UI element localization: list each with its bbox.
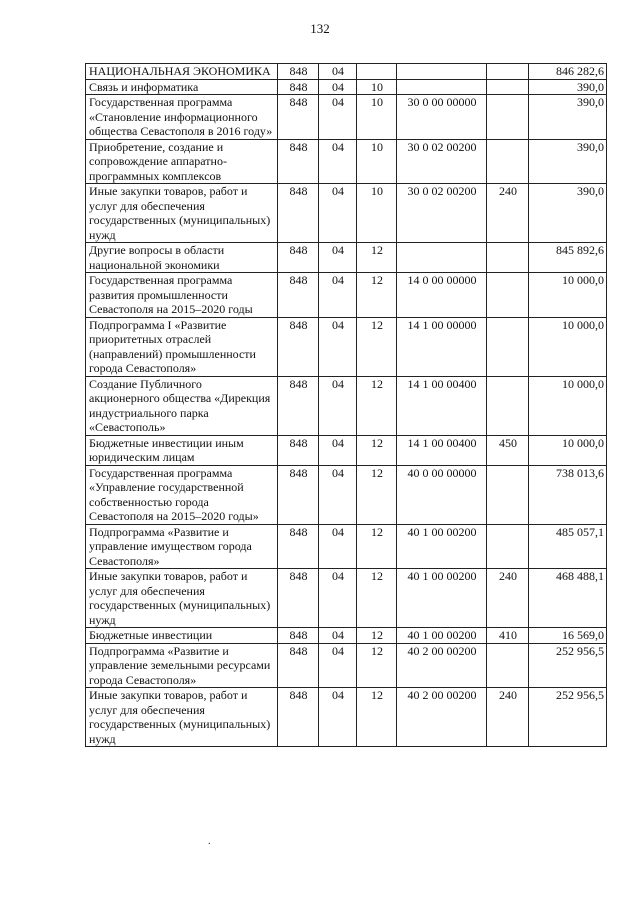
amount-cell: 738 013,6: [529, 465, 607, 524]
name-cell: Связь и информатика: [86, 79, 278, 95]
amount-cell: 845 892,6: [529, 243, 607, 273]
section-cell: 04: [319, 435, 357, 465]
target-article-cell: 14 0 00 00000: [397, 273, 487, 318]
table-row: [86, 569, 607, 628]
subsection-cell: 12: [357, 643, 397, 688]
table-row: [86, 465, 607, 524]
name-cell: Бюджетные инвестиции иным юридическим лицам: [86, 435, 278, 465]
target-article-cell: 40 2 00 00200: [397, 688, 487, 747]
ved-cell: 848: [278, 139, 319, 184]
section-cell: 04: [319, 243, 357, 273]
table-row: [86, 243, 607, 273]
expense-type-cell: [487, 524, 529, 569]
amount-cell: 846 282,6: [529, 64, 607, 80]
amount-cell: 10 000,0: [529, 273, 607, 318]
ved-cell: 848: [278, 628, 319, 644]
ved-cell: 848: [278, 435, 319, 465]
ved-cell: 848: [278, 643, 319, 688]
section-cell: 04: [319, 95, 357, 140]
amount-cell: 10 000,0: [529, 376, 607, 435]
section-cell: 04: [319, 688, 357, 747]
subsection-cell: 12: [357, 435, 397, 465]
name-cell: Бюджетные инвестиции: [86, 628, 278, 644]
target-article-cell: 30 0 00 00000: [397, 95, 487, 140]
table-row: [86, 184, 607, 243]
target-article-cell: 40 2 00 00200: [397, 643, 487, 688]
subsection-cell: 12: [357, 688, 397, 747]
target-article-cell: 14 1 00 00400: [397, 376, 487, 435]
target-article-cell: 40 1 00 00200: [397, 569, 487, 628]
subsection-cell: 10: [357, 139, 397, 184]
table-row: [86, 643, 607, 688]
subsection-cell: 10: [357, 95, 397, 140]
subsection-cell: 12: [357, 628, 397, 644]
name-cell: Подпрограмма I «Развитие приоритетных отраслей (направлений) промышленности города Севастополя»: [86, 317, 278, 376]
target-article-cell: 40 1 00 00200: [397, 628, 487, 644]
table-row: [86, 376, 607, 435]
subsection-cell: 12: [357, 465, 397, 524]
ved-cell: 848: [278, 317, 319, 376]
subsection-cell: 12: [357, 569, 397, 628]
expense-type-cell: [487, 465, 529, 524]
amount-cell: 485 057,1: [529, 524, 607, 569]
amount-cell: 252 956,5: [529, 643, 607, 688]
name-cell: Другие вопросы в области национальной экономики: [86, 243, 278, 273]
name-cell: Государственная программа развития промышленности Севастополя на 2015–2020 годы: [86, 273, 278, 318]
name-cell: Государственная программа «Управление государственной собственностью города Севастополя на 2015–2020 годы»: [86, 465, 278, 524]
section-cell: 04: [319, 184, 357, 243]
section-cell: 04: [319, 376, 357, 435]
section-cell: 04: [319, 524, 357, 569]
table-row: [86, 317, 607, 376]
subsection-cell: 10: [357, 79, 397, 95]
subsection-cell: 12: [357, 243, 397, 273]
table-row: [86, 64, 607, 80]
name-cell: Иные закупки товаров, работ и услуг для обеспечения государственных (муниципальных) нужд: [86, 184, 278, 243]
target-article-cell: 30 0 02 00200: [397, 139, 487, 184]
amount-cell: 16 569,0: [529, 628, 607, 644]
ved-cell: 848: [278, 376, 319, 435]
expense-type-cell: [487, 376, 529, 435]
ved-cell: 848: [278, 465, 319, 524]
table-row: [86, 139, 607, 184]
section-cell: 04: [319, 139, 357, 184]
section-cell: 04: [319, 569, 357, 628]
expense-type-cell: [487, 79, 529, 95]
budget-table: [85, 63, 607, 747]
expense-type-cell: [487, 643, 529, 688]
amount-cell: 10 000,0: [529, 317, 607, 376]
ved-cell: 848: [278, 273, 319, 318]
subsection-cell: 12: [357, 376, 397, 435]
expense-type-cell: [487, 317, 529, 376]
target-article-cell: 40 1 00 00200: [397, 524, 487, 569]
section-cell: 04: [319, 79, 357, 95]
expense-type-cell: [487, 64, 529, 80]
page-number: 132: [310, 21, 330, 36]
name-cell: Государственная программа «Становление информационного общества Севастополя в 2016 году»: [86, 95, 278, 140]
name-cell: Иные закупки товаров, работ и услуг для обеспечения государственных (муниципальных) нужд: [86, 688, 278, 747]
subsection-cell: 12: [357, 317, 397, 376]
section-cell: 04: [319, 628, 357, 644]
ved-cell: 848: [278, 95, 319, 140]
amount-cell: 390,0: [529, 79, 607, 95]
target-article-cell: [397, 243, 487, 273]
amount-cell: 390,0: [529, 184, 607, 243]
name-cell: Приобретение, создание и сопровождение аппаратно-программных комплексов: [86, 139, 278, 184]
expense-type-cell: 410: [487, 628, 529, 644]
table-row: [86, 688, 607, 747]
expense-type-cell: [487, 139, 529, 184]
table-row: [86, 435, 607, 465]
amount-cell: 390,0: [529, 95, 607, 140]
ved-cell: 848: [278, 184, 319, 243]
name-cell: НАЦИОНАЛЬНАЯ ЭКОНОМИКА: [86, 64, 278, 80]
amount-cell: 468 488,1: [529, 569, 607, 628]
expense-type-cell: 450: [487, 435, 529, 465]
table-row: [86, 273, 607, 318]
ved-cell: 848: [278, 64, 319, 80]
section-cell: 04: [319, 273, 357, 318]
target-article-cell: 30 0 02 00200: [397, 184, 487, 243]
table-row: [86, 79, 607, 95]
expense-type-cell: 240: [487, 688, 529, 747]
subsection-cell: 10: [357, 184, 397, 243]
name-cell: Подпрограмма «Развитие и управление имуществом города Севастополя»: [86, 524, 278, 569]
expense-type-cell: [487, 273, 529, 318]
name-cell: Создание Публичного акционерного общества «Дирекция индустриального парка «Севастополь»: [86, 376, 278, 435]
subsection-cell: 12: [357, 524, 397, 569]
expense-type-cell: [487, 95, 529, 140]
ved-cell: 848: [278, 243, 319, 273]
name-cell: Иные закупки товаров, работ и услуг для обеспечения государственных (муниципальных) нужд: [86, 569, 278, 628]
expense-type-cell: 240: [487, 569, 529, 628]
expense-type-cell: 240: [487, 184, 529, 243]
target-article-cell: [397, 64, 487, 80]
target-article-cell: [397, 79, 487, 95]
ved-cell: 848: [278, 79, 319, 95]
ved-cell: 848: [278, 524, 319, 569]
name-cell: Подпрограмма «Развитие и управление земельными ресурсами города Севастополя»: [86, 643, 278, 688]
section-cell: 04: [319, 465, 357, 524]
amount-cell: 10 000,0: [529, 435, 607, 465]
ved-cell: 848: [278, 688, 319, 747]
ved-cell: 848: [278, 569, 319, 628]
table-row: [86, 95, 607, 140]
subsection-cell: [357, 64, 397, 80]
section-cell: 04: [319, 643, 357, 688]
section-cell: 04: [319, 64, 357, 80]
table-row: [86, 524, 607, 569]
table-row: [86, 628, 607, 644]
subsection-cell: 12: [357, 273, 397, 318]
section-cell: 04: [319, 317, 357, 376]
target-article-cell: 40 0 00 00000: [397, 465, 487, 524]
amount-cell: 252 956,5: [529, 688, 607, 747]
amount-cell: 390,0: [529, 139, 607, 184]
target-article-cell: 14 1 00 00400: [397, 435, 487, 465]
target-article-cell: 14 1 00 00000: [397, 317, 487, 376]
stray-mark: .: [208, 836, 211, 847]
expense-type-cell: [487, 243, 529, 273]
